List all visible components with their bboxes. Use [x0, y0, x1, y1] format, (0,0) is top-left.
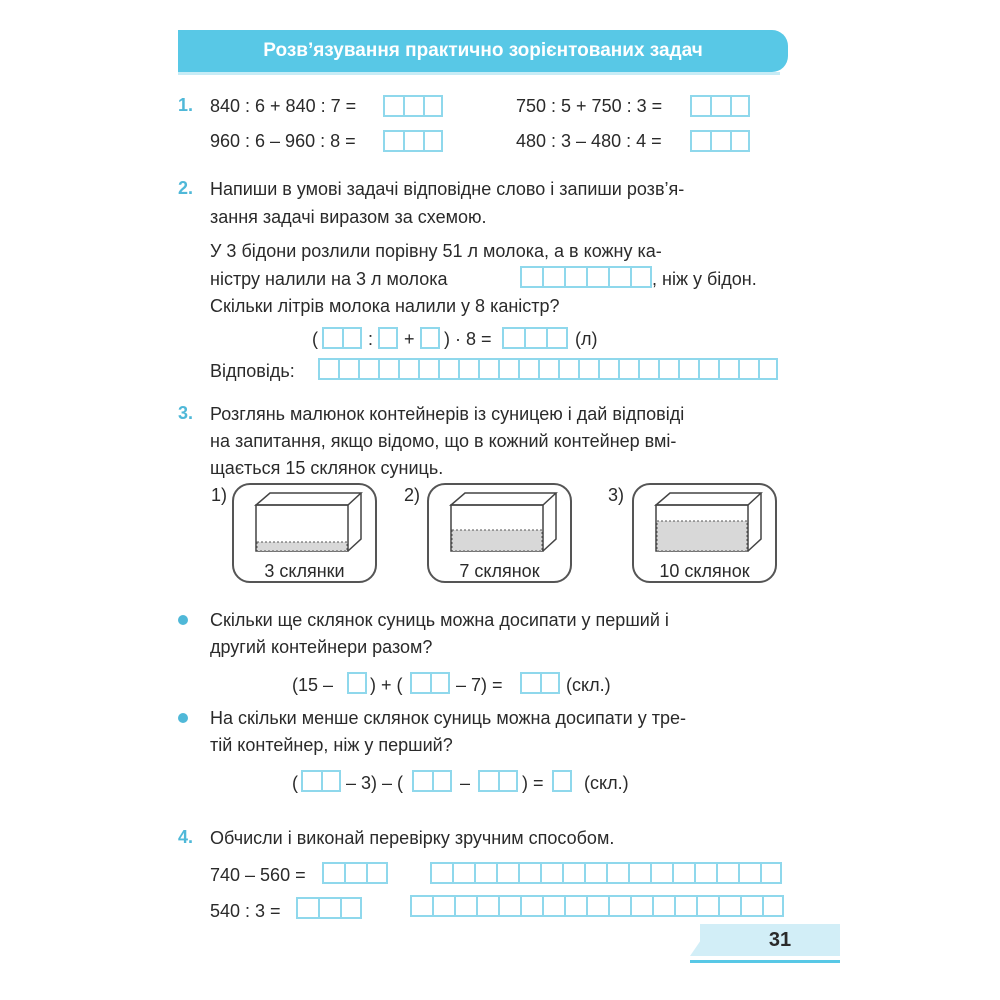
task-2-number: 2. — [178, 178, 194, 198]
task-1-expr-2: 750 : 5 + 750 : 3 = — [516, 96, 663, 116]
q1-line-2: другий контейнери разом? — [210, 637, 433, 657]
q2-formula-b: – 3) – ( — [346, 773, 404, 793]
task-4-check-cells-2[interactable] — [410, 895, 784, 917]
answer-cells-1d[interactable] — [690, 130, 750, 152]
formula-cells-a[interactable] — [322, 327, 362, 349]
task-4-cells-2[interactable] — [296, 897, 362, 919]
q1-result-cells[interactable] — [520, 672, 560, 694]
task-3-line-1: Розглянь малюнок контейнерів із суницею і дай відповіді — [210, 404, 685, 424]
formula-result-cells[interactable] — [502, 327, 568, 349]
q1-line-1: Скільки ще склянок суниць можна досипати у перший і — [210, 610, 669, 630]
q2-cells-a[interactable] — [301, 770, 341, 792]
task-1-number: 1. — [178, 95, 194, 115]
answer-cells-1c[interactable] — [383, 130, 443, 152]
answer-cells-1b[interactable] — [690, 95, 750, 117]
task-1-expr-3: 960 : 6 – 960 : 8 = — [210, 131, 356, 151]
formula-colon: : — [368, 329, 374, 349]
q2-formula-c: – — [460, 773, 471, 793]
q1-formula-a: (15 – — [292, 675, 334, 695]
task-4-line: Обчисли і виконай перевірку зручним способом. — [210, 828, 615, 848]
q2-line-1: На скільки менше склянок суниць можна досипати у тре- — [210, 708, 686, 728]
q1-unit: (скл.) — [566, 675, 611, 695]
answer-cells-1a[interactable] — [383, 95, 443, 117]
page-number: 31 — [768, 929, 792, 951]
container-3-label: 10 склянок — [659, 561, 750, 581]
task-1-expr-4: 480 : 3 – 480 : 4 = — [516, 131, 662, 151]
answer-label: Відповідь: — [210, 361, 295, 381]
task-2-line-2: зання задачі виразом за схемою. — [210, 207, 487, 227]
q1-formula-c: – 7) = — [456, 675, 503, 695]
formula-plus: + — [404, 329, 415, 349]
task-4-number: 4. — [178, 827, 194, 847]
container-1-frame — [232, 483, 377, 583]
container-2-berries — [452, 530, 542, 551]
task-2-line-5: Скільки літрів молока налили у 8 каністр? — [210, 296, 560, 316]
header-banner-underline — [178, 72, 780, 75]
task-2-line-3: У 3 бідони розлили порівну 51 л молока, а в кожну ка- — [210, 241, 662, 261]
q2-line-2: тій контейнер, ніж у перший? — [210, 735, 453, 755]
task-2-line-4-end: , ніж у бідон. — [652, 269, 757, 289]
task-3-line-2: на запитання, якщо відомо, що в кожний контейнер вмі- — [210, 431, 677, 451]
container-3-index: 3) — [608, 485, 625, 505]
task-3-line-3: щається 15 склянок суниць. — [210, 458, 444, 478]
task-2-line-4: ністру налили на 3 л молока — [210, 269, 448, 289]
task-4-expr-2: 540 : 3 = — [210, 901, 281, 921]
task-3-number: 3. — [178, 403, 194, 423]
task-1-expr-1: 840 : 6 + 840 : 7 = — [210, 96, 357, 116]
formula-open-paren: ( — [312, 329, 318, 349]
container-3-illustration — [648, 491, 763, 553]
q2-formula-a: ( — [292, 773, 298, 793]
container-3-frame — [632, 483, 777, 583]
q1-cells-a[interactable] — [347, 672, 367, 694]
q2-cells-c[interactable] — [478, 770, 518, 792]
task-4-check-cells-1[interactable] — [430, 862, 782, 884]
bullet-q1 — [178, 615, 188, 625]
formula-cells-c[interactable] — [420, 327, 440, 349]
container-2-illustration — [443, 491, 558, 553]
container-3-berries — [657, 521, 747, 551]
bullet-q2 — [178, 713, 188, 723]
container-1-label: 3 склянки — [264, 561, 345, 581]
word-answer-cells[interactable] — [520, 266, 652, 288]
q2-formula-d: ) = — [522, 773, 544, 793]
page-title: Розв’язування практично зорієнтованих задач — [263, 40, 703, 61]
container-2-label: 7 склянок — [459, 561, 540, 581]
q1-cells-b[interactable] — [410, 672, 450, 694]
formula-unit: (л) — [575, 329, 598, 349]
formula-close: ) · 8 = — [444, 329, 492, 349]
container-2-index: 2) — [404, 485, 421, 505]
formula-cells-b[interactable] — [378, 327, 398, 349]
q2-result-cells[interactable] — [552, 770, 572, 792]
q1-formula-b: ) + ( — [370, 675, 403, 695]
page-number-tab-corner — [690, 924, 712, 956]
task-4-expr-1: 740 – 560 = — [210, 865, 306, 885]
q2-cells-b[interactable] — [412, 770, 452, 792]
answer-row-cells[interactable] — [318, 358, 778, 380]
container-2-frame — [427, 483, 572, 583]
container-1-illustration — [248, 491, 363, 553]
container-1-berries — [257, 542, 347, 551]
container-1-index: 1) — [211, 485, 228, 505]
page-number-underline — [690, 960, 840, 963]
q2-unit: (скл.) — [584, 773, 629, 793]
task-2-line-1: Напиши в умові задачі відповідне слово і запиши розв’я- — [210, 179, 685, 199]
task-4-cells-1[interactable] — [322, 862, 388, 884]
